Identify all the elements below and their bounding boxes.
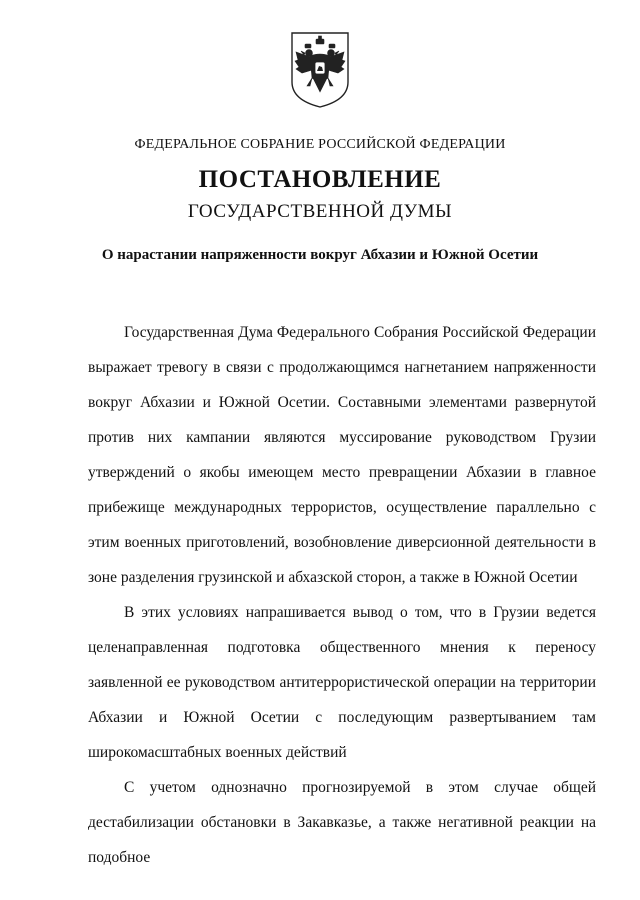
- body-paragraph: С учетом однозначно прогнозируемой в этом случае общей дестабилизации обстановки в Закавказье, а также негативной реакции на подобное: [88, 779, 596, 866]
- russian-coat-of-arms-icon: [288, 30, 352, 110]
- document-type-title: ПОСТАНОВЛЕНИЕ: [198, 166, 442, 193]
- document-subject: О нарастании напряженности вокруг Абхазии и Южной Осетии: [101, 247, 539, 263]
- issuer-heading: ГОСУДАРСТВЕННОЙ ДУМЫ: [187, 201, 453, 222]
- body-paragraph: В этих условиях напрашивается вывод о том, что в Грузии ведется целенаправленная подготовка общественного мнения к переносу заявленной ее руководством антитеррористической операции на территории Абхазии и Южной Осетии с последующим развертыванием там широкомасштабных военных действий: [88, 604, 596, 761]
- body-paragraph: Государственная Дума Федерального Собрания Российской Федерации выражает тревогу в связи с продолжающимся нагнетанием напряженности вокруг Абхазии и Южной Осетии. Составными элементами развернутой против них кампании являются муссирование руководством Грузии утверждений о якобы имеющем место превращении Абхазии в главное прибежище международных террористов, осуществление параллельно с этим военных приготовлений, возобновление диверсионной деятельности в зоне разделения грузинской и абхазской сторон, а также в Южной Осетии: [88, 324, 596, 586]
- document-body: [88, 315, 596, 875]
- assembly-heading: ФЕДЕРАЛЬНОЕ СОБРАНИЕ РОССИЙСКОЙ ФЕДЕРАЦИИ: [134, 137, 506, 152]
